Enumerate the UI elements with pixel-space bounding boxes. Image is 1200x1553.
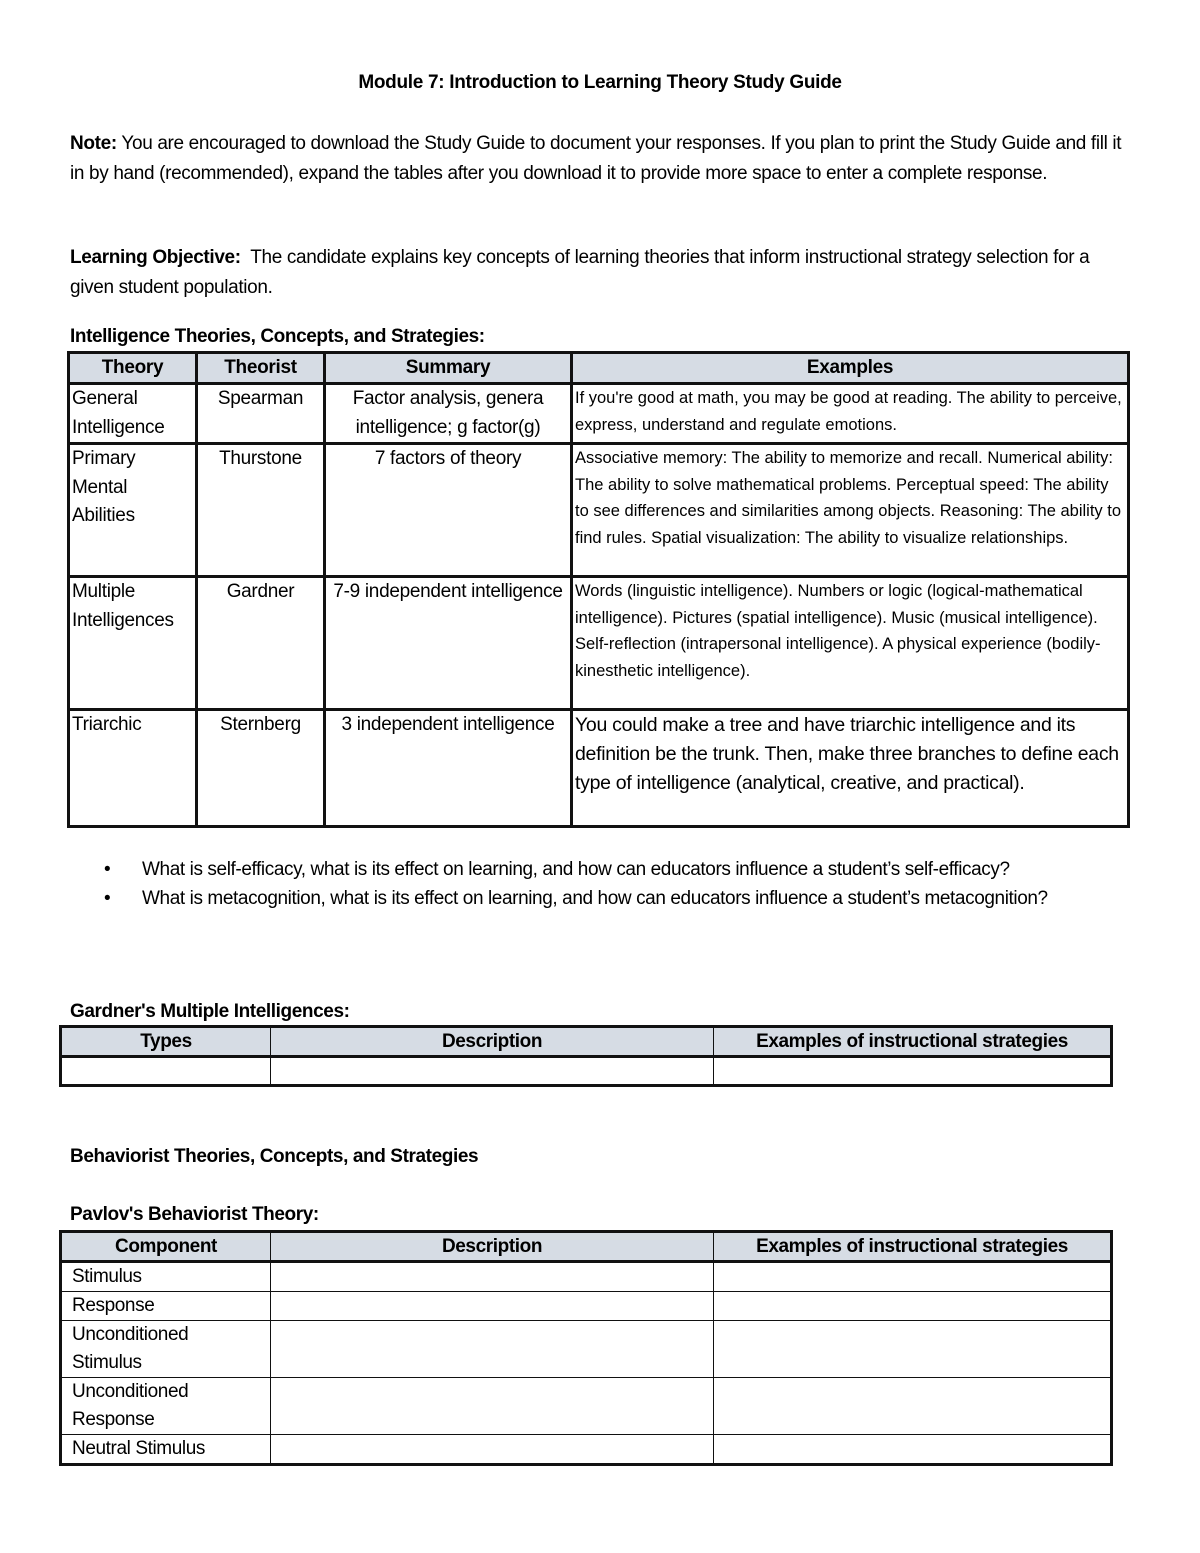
examples-cell[interactable] xyxy=(714,1378,1112,1435)
bullet-icon: • xyxy=(104,888,111,909)
question-text: What is self-efficacy, what is its effect on learning, and how can educators influence a student’s self-efficacy? xyxy=(142,859,1010,880)
summary-cell[interactable]: Factor analysis, genera intelligence; g factor(g) xyxy=(325,384,572,444)
component-cell: Unconditioned Response xyxy=(61,1378,271,1435)
theorist-cell[interactable]: Spearman xyxy=(197,384,325,444)
question-text: What is metacognition, what is its effect on learning, and how can educators influence a student’s metacognition? xyxy=(142,888,1048,909)
examples-cell[interactable]: You could make a tree and have triarchic intelligence and its definition be the trunk. Then, make three branches to define each type of intelligence (analytical, creative, and practical). xyxy=(572,710,1129,827)
theorist-cell[interactable]: Thurstone xyxy=(197,444,325,577)
component-cell: Neutral Stimulus xyxy=(61,1435,271,1465)
column-header-theory: Theory xyxy=(69,353,197,384)
description-cell[interactable] xyxy=(271,1262,714,1292)
question-item xyxy=(70,884,1130,913)
table-row xyxy=(69,710,1129,827)
examples-cell[interactable]: Words (linguistic intelligence). Numbers or logic (logical-mathematical intelligence). Pictures (spatial intelligence). Music (musical intelligence). Self-reflection (intrapersonal intelligence). A physical experience (bodily-kinesthetic intelligence). xyxy=(572,577,1129,710)
question-list xyxy=(70,855,1130,913)
table-row xyxy=(69,577,1129,710)
pavlov-table xyxy=(59,1230,1113,1466)
examples-cell[interactable] xyxy=(714,1262,1112,1292)
gardner-table xyxy=(59,1025,1113,1087)
learning-objective xyxy=(70,243,1130,302)
description-cell[interactable] xyxy=(271,1435,714,1465)
note-text: You are encouraged to download the Study Guide to document your responses. If you plan to print the Study Guide and fill it in by hand (recommended), expand the tables after you download it to provide more space to enter a complete response. xyxy=(70,133,1122,184)
column-header-description: Description xyxy=(271,1027,714,1057)
table-header-row xyxy=(61,1232,1112,1262)
examples-cell[interactable] xyxy=(714,1057,1112,1086)
theorist-cell[interactable]: Sternberg xyxy=(197,710,325,827)
bullet-icon: • xyxy=(104,859,111,880)
examples-cell[interactable] xyxy=(714,1321,1112,1378)
description-cell[interactable] xyxy=(271,1057,714,1086)
summary-cell[interactable]: 3 independent intelligence xyxy=(325,710,572,827)
column-header-theorist: Theorist xyxy=(197,353,325,384)
table-row xyxy=(61,1435,1112,1465)
intelligence-heading: Intelligence Theories, Concepts, and Strategies: xyxy=(70,326,485,347)
component-cell: Stimulus xyxy=(61,1262,271,1292)
table-row xyxy=(61,1321,1112,1378)
summary-cell[interactable]: 7 factors of theory xyxy=(325,444,572,577)
column-header-examples: Examples of instructional strategies xyxy=(714,1232,1112,1262)
question-item xyxy=(70,855,1130,884)
column-header-types: Types xyxy=(61,1027,271,1057)
examples-cell[interactable] xyxy=(714,1292,1112,1321)
table-row xyxy=(61,1378,1112,1435)
column-header-examples: Examples xyxy=(572,353,1129,384)
table-row xyxy=(69,444,1129,577)
objective-label: Learning Objective: xyxy=(70,247,241,268)
note-paragraph xyxy=(70,129,1130,188)
theory-cell[interactable]: Triarchic xyxy=(69,710,197,827)
theory-cell[interactable]: General Intelligence xyxy=(69,384,197,444)
examples-cell[interactable] xyxy=(714,1435,1112,1465)
summary-cell[interactable]: 7-9 independent intelligence xyxy=(325,577,572,710)
theorist-cell[interactable]: Gardner xyxy=(197,577,325,710)
component-cell: Response xyxy=(61,1292,271,1321)
behaviorist-heading: Behaviorist Theories, Concepts, and Strategies xyxy=(70,1146,479,1167)
description-cell[interactable] xyxy=(271,1321,714,1378)
table-header-row xyxy=(69,353,1129,384)
page-title: Module 7: Introduction to Learning Theory Study Guide xyxy=(358,72,842,93)
types-cell[interactable] xyxy=(61,1057,271,1086)
table-row xyxy=(61,1292,1112,1321)
description-cell[interactable] xyxy=(271,1378,714,1435)
gardner-heading: Gardner's Multiple Intelligences: xyxy=(70,1001,350,1022)
objective-text: The candidate explains key concepts of learning theories that inform instructional strategy selection for a given student population. xyxy=(70,247,1095,298)
theory-cell[interactable]: Primary Mental Abilities xyxy=(69,444,197,577)
table-row xyxy=(61,1057,1112,1086)
examples-cell[interactable]: Associative memory: The ability to memorize and recall. Numerical ability: The ability to solve mathematical problems. Perceptual speed: The ability to see differences and similarities among objects. Reasoning: The ability to find rules. Spatial visualization: The ability to visualize relationships. xyxy=(572,444,1129,577)
pavlov-heading: Pavlov's Behaviorist Theory: xyxy=(70,1204,319,1225)
intelligence-table xyxy=(67,351,1130,828)
theory-cell[interactable]: Multiple Intelligences xyxy=(69,577,197,710)
table-header-row xyxy=(61,1027,1112,1057)
component-cell: Unconditioned Stimulus xyxy=(61,1321,271,1378)
examples-cell[interactable]: If you're good at math, you may be good at reading. The ability to perceive, express, understand and regulate emotions. xyxy=(572,384,1129,444)
column-header-examples: Examples of instructional strategies xyxy=(714,1027,1112,1057)
column-header-description: Description xyxy=(271,1232,714,1262)
description-cell[interactable] xyxy=(271,1292,714,1321)
column-header-summary: Summary xyxy=(325,353,572,384)
table-row xyxy=(61,1262,1112,1292)
column-header-component: Component xyxy=(61,1232,271,1262)
note-label: Note: xyxy=(70,133,117,154)
table-row xyxy=(69,384,1129,444)
